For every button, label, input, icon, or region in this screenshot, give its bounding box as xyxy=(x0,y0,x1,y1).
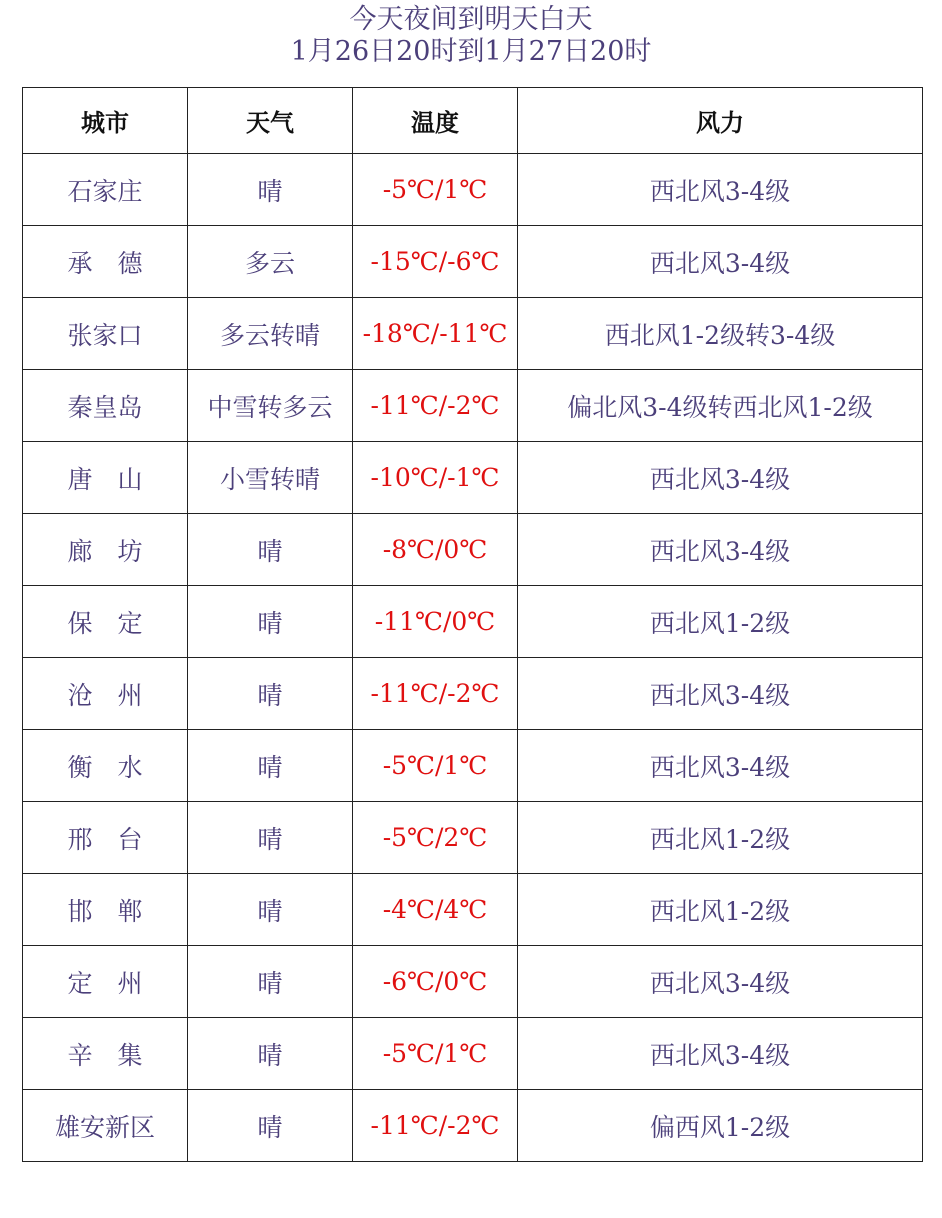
table-row xyxy=(23,658,923,730)
weather-cell: 晴 xyxy=(188,802,353,874)
temperature-cell: -5℃/1℃ xyxy=(353,154,518,226)
table-header-row xyxy=(23,88,923,154)
weather-cell: 晴 xyxy=(188,1018,353,1090)
temperature-cell: -5℃/1℃ xyxy=(353,730,518,802)
wind-cell: 西北风1-2级 xyxy=(518,874,923,946)
temperature-cell: -5℃/2℃ xyxy=(353,802,518,874)
header-city: 城市 xyxy=(23,88,188,154)
table-row xyxy=(23,370,923,442)
temperature-cell: -8℃/0℃ xyxy=(353,514,518,586)
weather-cell: 中雪转多云 xyxy=(188,370,353,442)
title-line-2: 1月26日20时到1月27日20时 xyxy=(290,36,652,67)
weather-cell: 小雪转晴 xyxy=(188,442,353,514)
header-temperature: 温度 xyxy=(353,88,518,154)
forecast-table-body xyxy=(23,154,923,1162)
page-title xyxy=(0,4,942,68)
table-row xyxy=(23,1018,923,1090)
weather-cell: 多云转晴 xyxy=(188,298,353,370)
city-cell: 邯 郸 xyxy=(23,874,188,946)
temperature-cell: -11℃/-2℃ xyxy=(353,370,518,442)
wind-cell: 西北风1-2级 xyxy=(518,802,923,874)
table-row xyxy=(23,514,923,586)
header-wind: 风力 xyxy=(518,88,923,154)
table-row xyxy=(23,946,923,1018)
wind-cell: 西北风3-4级 xyxy=(518,442,923,514)
temperature-cell: -11℃/0℃ xyxy=(353,586,518,658)
wind-cell: 西北风3-4级 xyxy=(518,514,923,586)
header-weather: 天气 xyxy=(188,88,353,154)
wind-cell: 西北风3-4级 xyxy=(518,154,923,226)
city-cell: 沧 州 xyxy=(23,658,188,730)
city-cell: 雄安新区 xyxy=(23,1090,188,1162)
temperature-cell: -4℃/4℃ xyxy=(353,874,518,946)
temperature-cell: -5℃/1℃ xyxy=(353,1018,518,1090)
city-cell: 廊 坊 xyxy=(23,514,188,586)
wind-cell: 西北风3-4级 xyxy=(518,1018,923,1090)
city-cell: 衡 水 xyxy=(23,730,188,802)
weather-cell: 晴 xyxy=(188,1090,353,1162)
table-row xyxy=(23,874,923,946)
city-cell: 辛 集 xyxy=(23,1018,188,1090)
city-cell: 邢 台 xyxy=(23,802,188,874)
table-row xyxy=(23,730,923,802)
weather-cell: 多云 xyxy=(188,226,353,298)
city-cell: 石家庄 xyxy=(23,154,188,226)
weather-cell: 晴 xyxy=(188,514,353,586)
table-row xyxy=(23,226,923,298)
table-row xyxy=(23,802,923,874)
weather-cell: 晴 xyxy=(188,946,353,1018)
table-row xyxy=(23,154,923,226)
weather-cell: 晴 xyxy=(188,730,353,802)
temperature-cell: -18℃/-11℃ xyxy=(353,298,518,370)
table-row xyxy=(23,1090,923,1162)
wind-cell: 偏北风3-4级转西北风1-2级 xyxy=(518,370,923,442)
weather-cell: 晴 xyxy=(188,586,353,658)
title-line-1: 今天夜间到明天白天 xyxy=(349,4,593,35)
wind-cell: 西北风1-2级转3-4级 xyxy=(518,298,923,370)
table-row xyxy=(23,586,923,658)
temperature-cell: -11℃/-2℃ xyxy=(353,658,518,730)
city-cell: 唐 山 xyxy=(23,442,188,514)
wind-cell: 西北风3-4级 xyxy=(518,658,923,730)
forecast-table xyxy=(22,87,923,1162)
temperature-cell: -6℃/0℃ xyxy=(353,946,518,1018)
temperature-cell: -10℃/-1℃ xyxy=(353,442,518,514)
weather-cell: 晴 xyxy=(188,658,353,730)
wind-cell: 偏西风1-2级 xyxy=(518,1090,923,1162)
wind-cell: 西北风3-4级 xyxy=(518,730,923,802)
wind-cell: 西北风3-4级 xyxy=(518,946,923,1018)
temperature-cell: -11℃/-2℃ xyxy=(353,1090,518,1162)
city-cell: 定 州 xyxy=(23,946,188,1018)
wind-cell: 西北风3-4级 xyxy=(518,226,923,298)
weather-cell: 晴 xyxy=(188,874,353,946)
city-cell: 承 德 xyxy=(23,226,188,298)
temperature-cell: -15℃/-6℃ xyxy=(353,226,518,298)
weather-cell: 晴 xyxy=(188,154,353,226)
city-cell: 保 定 xyxy=(23,586,188,658)
table-row xyxy=(23,442,923,514)
wind-cell: 西北风1-2级 xyxy=(518,586,923,658)
table-row xyxy=(23,298,923,370)
city-cell: 秦皇岛 xyxy=(23,370,188,442)
city-cell: 张家口 xyxy=(23,298,188,370)
